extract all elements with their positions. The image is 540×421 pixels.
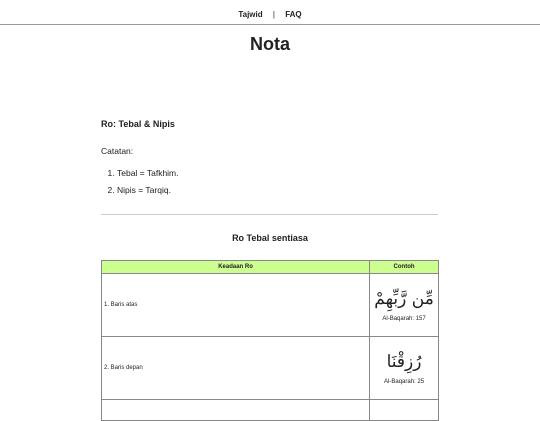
condition-cell: 2. Baris depan: [102, 337, 370, 400]
verse-reference: Al-Baqarah: 25: [384, 379, 425, 385]
example-cell: [370, 400, 439, 421]
note-item: 2. Nipis = Tarqiq.: [117, 182, 179, 199]
arabic-example: مِّن رَّبِّهِمْ: [374, 289, 434, 309]
example-cell: [370, 337, 439, 400]
verse-reference: Al-Baqarah: 157: [382, 316, 426, 322]
column-header-example: Contoh: [370, 261, 439, 274]
section-title: Ro: Tebal & Nipis: [101, 119, 175, 129]
notes-list: [101, 165, 179, 199]
arabic-example: رُزِقْنَا: [386, 352, 422, 372]
section-divider: [101, 214, 438, 215]
nav-separator: |: [272, 10, 275, 19]
table-row: [102, 400, 439, 421]
table-heading: Ro Tebal sentiasa: [232, 233, 308, 243]
column-header-condition: Keadaan Ro: [102, 261, 370, 274]
nav-link-tajwid[interactable]: Tajwid: [238, 10, 263, 19]
page-title: Nota: [250, 34, 290, 54]
table-row: [102, 274, 439, 337]
condition-cell: 1. Baris atas: [102, 274, 370, 337]
top-nav: [0, 0, 540, 25]
note-item: 1. Tebal = Tafkhim.: [117, 165, 179, 182]
condition-cell: [102, 400, 370, 421]
table-row: [102, 337, 439, 400]
rules-table: [101, 260, 439, 421]
nav-link-faq[interactable]: FAQ: [285, 10, 302, 19]
table-header-row: [102, 261, 439, 274]
example-cell: [370, 274, 439, 337]
notes-label: Catatan:: [101, 146, 134, 156]
